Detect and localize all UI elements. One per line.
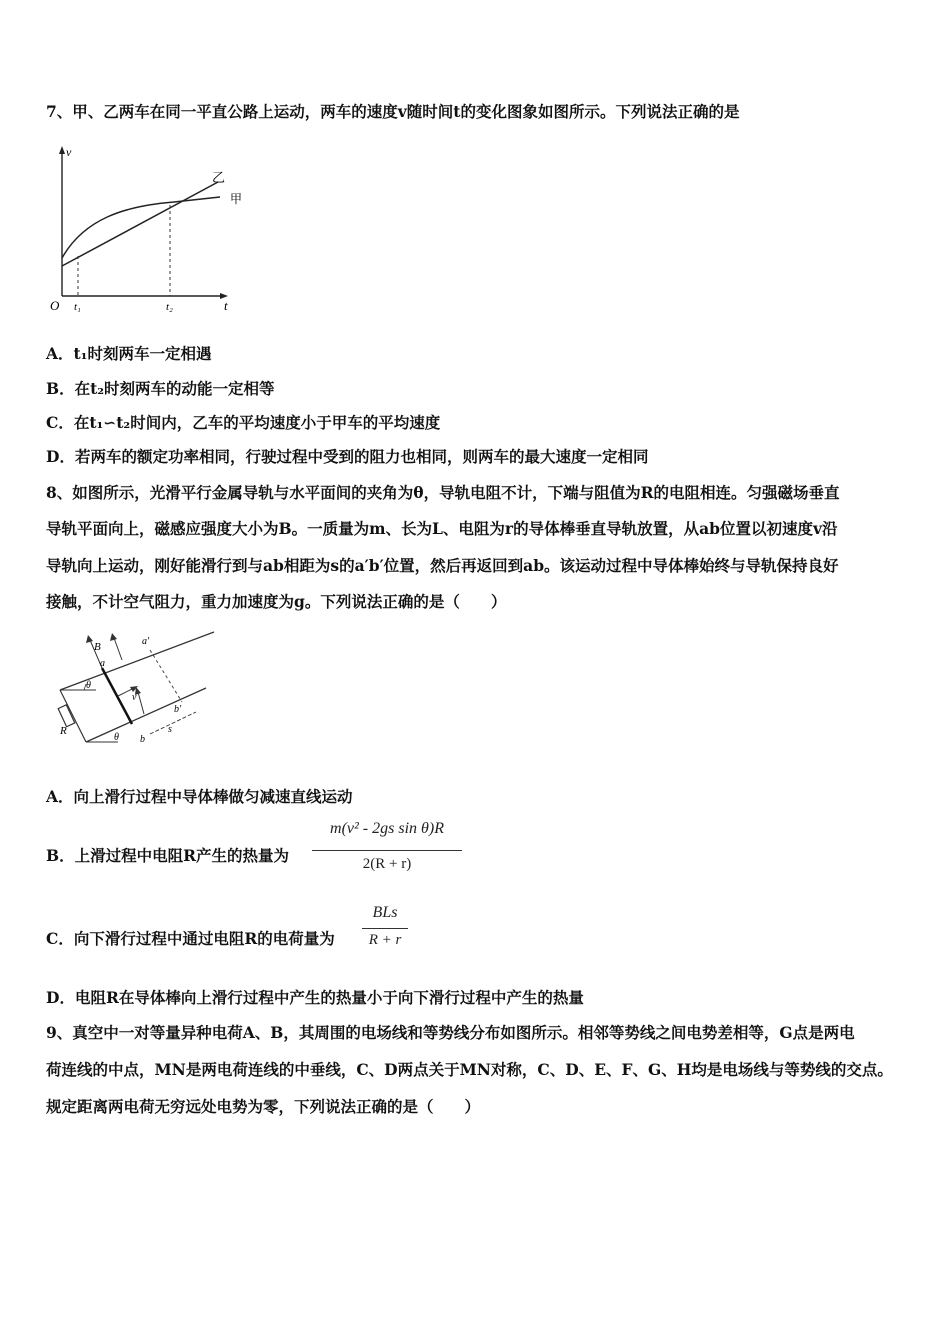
fraction-b-numerator: m(v² - 2gs sin θ)R	[330, 820, 444, 837]
q7-option-a: A．t₁时刻两车一定相遇	[46, 344, 212, 363]
q8-option-c-fraction	[362, 904, 408, 954]
q8-inclined-rails-figure	[56, 630, 216, 750]
point-a-prime-label: a'	[142, 636, 150, 647]
point-b-label: b	[140, 734, 145, 745]
q9-stem-line-1: 9、真空中一对等量异种电荷A、B，其周围的电场线和等势线分布如图所示。相邻等势线之间电势差相等，G点是两电	[46, 1023, 855, 1042]
q8-stem-line-2: 导轨平面向上，磁感应强度大小为B。一质量为m、长为L、电阻为r的导体棒垂直导轨放置，从ab位置以初速度v沿	[46, 519, 838, 538]
resistor-r-label: R	[60, 725, 67, 737]
fraction-b-bar	[312, 850, 462, 851]
origin-label: O	[50, 298, 60, 313]
fraction-c-numerator: BLs	[372, 904, 398, 921]
q7-stem: 7、甲、乙两车在同一平直公路上运动，两车的速度v随时间t的变化图象如图所示。下列说法正确的是	[46, 102, 740, 121]
point-b-prime-label: b'	[174, 704, 182, 715]
q8-stem-line-1: 8、如图所示，光滑平行金属导轨与水平面间的夹角为θ，导轨电阻不计，下端与阻值为R的电阻相连。匀强磁场垂直	[46, 483, 840, 502]
t1-tick-label: t₁	[74, 301, 81, 313]
q8-stem-line-3: 导轨向上运动，刚好能滑行到与ab相距为s的a′b′位置，然后再返回到ab。该运动过程中导体棒始终与导轨保持良好	[46, 556, 839, 575]
q7-velocity-time-graph	[44, 144, 254, 316]
y-axis-label: v	[66, 145, 72, 159]
angle-theta-bottom-label: θ	[114, 732, 119, 743]
q8-option-c-text: C．向下滑行过程中通过电阻R的电荷量为	[46, 929, 335, 948]
curve-label-jia: 甲	[230, 192, 243, 206]
distance-s-label: s	[168, 724, 172, 735]
point-a-label: a	[100, 658, 105, 669]
q8-stem-line-4: 接触，不计空气阻力，重力加速度为g。下列说法正确的是（ ）	[46, 592, 507, 611]
q8-option-a: A．向上滑行过程中导体棒做匀减速直线运动	[46, 787, 353, 806]
q9-stem-line-2: 荷连线的中点，MN是两电荷连线的中垂线，C、D两点关于MN对称，C、D、E、F、G、H均是电场线与等势线的交点。	[46, 1060, 893, 1079]
angle-theta-top-label: θ	[86, 680, 91, 691]
q7-option-b: B．在t₂时刻两车的动能一定相等	[46, 379, 275, 398]
q9-stem-line-3: 规定距离两电荷无穷远处电势为零，下列说法正确的是（ ）	[46, 1097, 481, 1116]
q8-option-b-text: B．上滑过程中电阻R产生的热量为	[46, 846, 289, 865]
fraction-c-denominator: R + r	[368, 932, 402, 948]
q8-option-d: D．电阻R在导体棒向上滑行过程中产生的热量小于向下滑行过程中产生的热量	[46, 988, 584, 1007]
velocity-v-label: v	[132, 692, 137, 703]
q8-option-b-fraction	[312, 820, 462, 880]
fraction-b-denominator: 2(R + r)	[362, 856, 412, 872]
fraction-c-bar	[362, 928, 408, 929]
q7-option-d: D．若两车的额定功率相同，行驶过程中受到的阻力也相同，则两车的最大速度一定相同	[46, 447, 649, 466]
t2-tick-label: t₂	[166, 301, 173, 313]
q7-option-c: C．在t₁∽t₂时间内，乙车的平均速度小于甲车的平均速度	[46, 413, 441, 432]
curve-label-yi: 乙	[212, 171, 226, 186]
x-axis-label: t	[224, 298, 228, 313]
field-b-label: B	[94, 641, 101, 653]
